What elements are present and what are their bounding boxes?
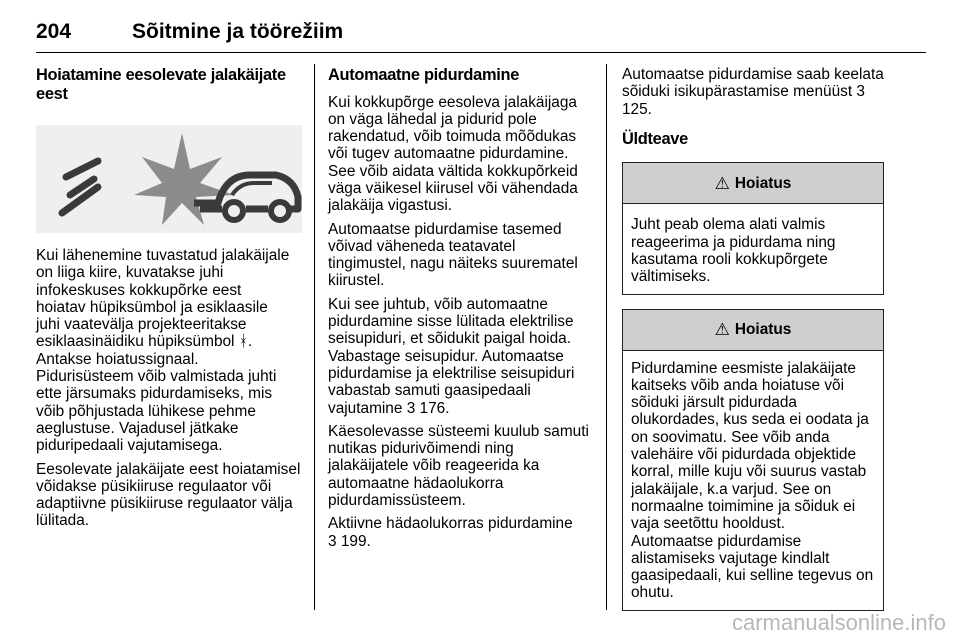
page-number: 204 — [36, 20, 72, 43]
warning-text: Pidurdamine eesmiste jalakäijate kaitseks võib anda hoiatuse või sõiduki järsult pidurdada olukordades, kus seda ei oodata ja on soovimatu. See võib anda valehäire või pidurdada objektide korral, mille kuju või suurus vastab jalakäijale, k.a varjud. See on normaalne toimimine ja sõiduk ei vaja seetõttu hooldust. Automaatse pidurdamise alistamiseks vajutage kindlalt gaasipedaali, kui selline tegevus on ohutu. — [631, 359, 874, 602]
hud-symbol-icon: ᚼ. — [238, 333, 253, 351]
page-reference-link[interactable]: 3 199. — [328, 532, 371, 550]
warning-triangle-icon: ⚠ — [714, 173, 730, 193]
page-header — [36, 14, 926, 53]
paragraph: Eesolevate jalakäijate eest hoiatamisel võidakse püsikiiruse regulaator või adaptiivne püsikiiruse regulaator välja lülitada. — [36, 460, 301, 530]
paragraph: Käesolevasse süsteemi kuulub samuti nutikas pidurivõimendi ning jalakäijatele võib reageerida ka automaatne hädaolukorra pidurdamissüsteem. — [328, 422, 589, 510]
column-pedestrian-warning — [36, 66, 302, 536]
warning-title: Hoiatus — [734, 320, 792, 338]
warning-header — [623, 310, 883, 351]
paragraph: Kui lähenemine tuvastatud jalakäijale on liiga kiire, kuvatakse juhi infokeskuses kokkupõrke eest hoiatav hüpiksümbol ja esiklaasile juhi vaatevälja projekteeritakse esiklaasinäidiku hüpiksümbol ᚼ. Antakse hoiatussignaal. Pidurisüsteem võib valmistada juhti ette järsumaks pidurdamiseks, mis võib põhjustada lühikese pehme aeglustuse. Vajadusel jätkake piduripedaali vajutamisega. — [36, 247, 290, 455]
section-heading: Automaatne pidurdamine — [328, 66, 520, 84]
warning-text: Juht peab olema alati valmis reageerima ja pidurdama ning kasutama rooli kokkupõrgete vältimiseks. — [631, 216, 836, 286]
column-divider — [606, 64, 607, 610]
warning-box — [622, 309, 884, 611]
section-heading: Üldteave — [622, 129, 688, 148]
column-automatic-braking — [328, 66, 590, 556]
watermark: carmanualsonline.info — [731, 610, 946, 635]
section-heading: Hoiatamine eesolevate jalakäijate eest — [36, 66, 286, 103]
paragraph: Automaatse pidurdamise tasemed võivad väheneda teatavatel tingimustel, nagu näiteks suurematel kiirustel. — [328, 220, 578, 290]
column-divider — [314, 64, 315, 610]
warning-box — [622, 162, 884, 294]
page-reference-link[interactable]: 3 125. — [622, 83, 865, 118]
warning-triangle-icon: ⚠ — [714, 320, 730, 340]
column-general-info — [622, 66, 884, 625]
warning-header — [623, 163, 883, 204]
pedestrian-collision-warning-icon — [36, 125, 302, 233]
chapter-title: Sõitmine ja töörežiim — [132, 20, 344, 43]
paragraph: Aktiivne hädaolukorras pidurdamine 3 199. — [328, 515, 573, 550]
paragraph: Automaatse pidurdamise saab keelata sõiduki isikupärastamise menüüst 3 125. — [622, 66, 884, 118]
page-reference-link[interactable]: 3 176. — [406, 399, 450, 417]
paragraph: Kui kokkupõrge eesoleva jalakäijaga on väga lähedal ja pidurid pole rakendatud, võib toimuda mõõdukas või tugev automaatne pidurdamine. See võib aidata vältida kokkupõrkeid väga väikesel kiirusel või vähendada jalakäija vigastusi. — [328, 93, 578, 215]
paragraph: Kui see juhtub, võib automaatne pidurdamine sisse lülitada elektrilise seisupiduri, et sõidukit paigal hoida. Vabastage seisupidur. Automaatse pidurdamise ja elektrilise seisupiduri vabastab samuti gaasipedaali vajutamine 3 176. — [328, 295, 575, 417]
warning-title: Hoiatus — [734, 174, 792, 192]
